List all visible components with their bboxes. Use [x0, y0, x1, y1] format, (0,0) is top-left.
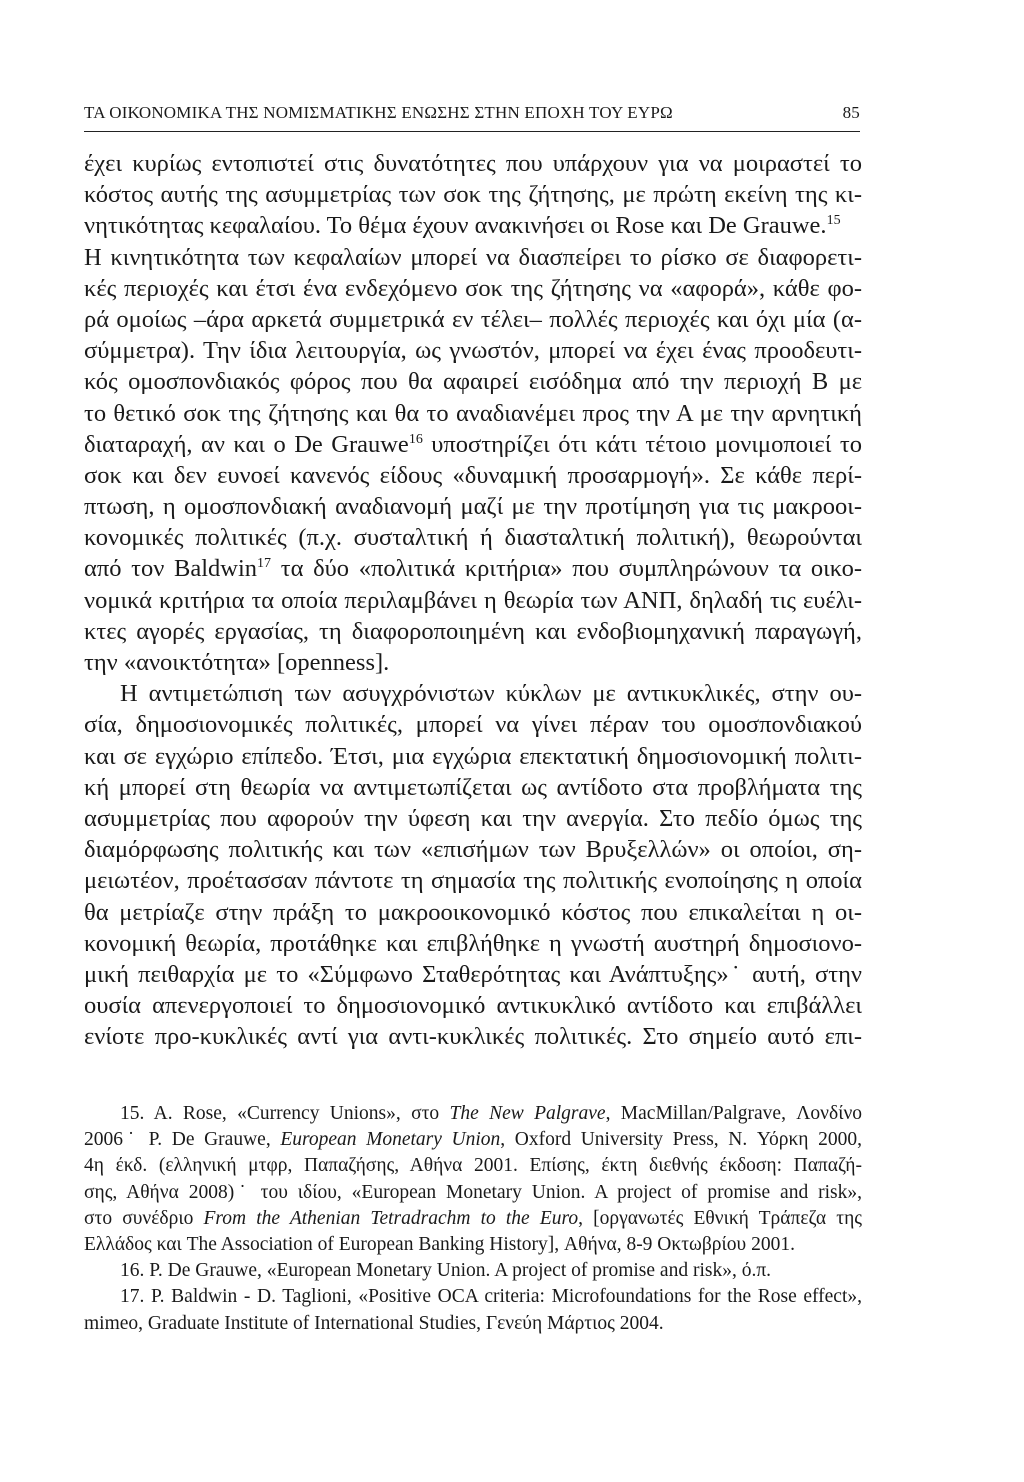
text-line: κός ομοσπονδιακός φόρος που θα αφαιρεί εισόδημα από την περιοχή Β με — [84, 368, 862, 396]
text-line: κόστος αυτής της ασυμμετρίας των σοκ της ζήτησης, με πρώτη εκείνη της κι- — [84, 181, 862, 209]
text-line: ρά ομοίως –άρα αρκετά συμμετρικά εν τέλει– πολλές περιοχές και όχι μία (α- — [84, 305, 862, 333]
text-line: θα μετρίαζε στην πράξη το μακροοικονομικό κόστος που επικαλείται η οι- — [84, 898, 862, 926]
text-line: Η κινητικότητα των κεφαλαίων μπορεί να διασπείρει το ρίσκο σε διαφορετι- — [84, 243, 862, 271]
text-line: μική πειθαρχία με το «Σύμφωνο Σταθερότητας και Ανάπτυξης»˙ αυτή, στην — [84, 960, 862, 988]
footnote-16: 16. P. De Grauwe, «European Monetary Union. A project of promise and risk», ό.π. — [120, 1260, 772, 1282]
page-number: 85 — [842, 103, 860, 122]
text-line: σύμμετρα). Την ίδια λειτουργία, ως γνωστόν, μπορεί να έχει ένας προοδευτι- — [84, 337, 862, 365]
footnote-line: 4η έκδ. (ελληνική μτφρ, Παπαζήσης, Αθήνα 2001. Επίσης, έκτη διεθνής έκδοση: Παπαζή- — [84, 1155, 862, 1177]
text-line: διαμόρφωσης πολιτικής και των «επισήμων των Βρυξελλών» οι οποίοι, ση- — [84, 836, 862, 864]
footnote-line: 2006˙ P. De Grauwe, European Monetary Union, Oxford University Press, N. Υόρκη 2000, — [84, 1129, 862, 1151]
text-line: έχει κυρίως εντοπιστεί στις δυνατότητες που υπάρχουν για να μοιραστεί το — [84, 150, 862, 177]
text-line: κή μπορεί στη θεωρία να αντιμετωπίζεται ως αντίδοτο στα προβλήματα της — [84, 773, 862, 801]
main-text — [84, 148, 862, 1052]
footnotes — [84, 1101, 862, 1337]
text-line: σοκ και δεν ευνοεί κανενός είδους «δυναμική προσαρμογή». Σε κάθε περί- — [84, 461, 862, 489]
text-line: νητικότητας κεφαλαίου. Το θέμα έχουν ανακινήσει οι Rose και De Grauwe.$^{15}$ — [84, 212, 841, 240]
text-line: κές περιοχές και έτσι ένα ενδεχόμενο σοκ της ζήτησης να «αφορά», κάθε φο- — [84, 274, 862, 302]
text-line: σία, δημοσιονομικές πολιτικές, μπορεί να γίνει πέραν του ομοσπονδιακού — [84, 711, 862, 739]
running-header — [84, 101, 860, 132]
footnote-15: 15. A. Rose, «Currency Unions», στο The New Palgrave, MacMillan/Palgrave, Λονδίνο — [120, 1103, 863, 1124]
footnote-ref-17: 17 — [257, 556, 272, 572]
footnote-line: mimeo, Graduate Institute of International Studies, Γενεύη Μάρτιος 2004. — [84, 1312, 664, 1334]
text-line: κονομικές πολιτικές (π.χ. συσταλτική ή διασταλτική πολιτική), θεωρούνται — [84, 524, 862, 552]
text-line: ουσία απενεργοποιεί το δημοσιονομικό αντικυκλικό αντίδοτο και επιβάλλει — [84, 992, 862, 1020]
text-line: κτες αγορές εργασίας, τη διαφοροποιημένη και ενδοβιομηχανική παραγωγή, — [84, 617, 862, 645]
text-line: διαταραχή, αν και ο De Grauwe$^{16}$ υποστηρίζει ότι κάτι τέτοιο μονιμοποιεί το — [84, 430, 862, 458]
footnote-line: Ελλάδος και The Association of European Banking History], Αθήνα, 8-9 Οκτωβρίου 2001. — [84, 1233, 795, 1255]
text-line: την «ανοικτότητα» [openness]. — [84, 649, 390, 676]
text-line: το θετικό σοκ της ζήτησης και θα το αναδιανέμει προς την Α με την αρνητική — [84, 399, 862, 427]
text-line: και σε εγχώριο επίπεδο. Έτσι, μια εγχώρια επεκτατική δημοσιονομική πολιτι- — [84, 742, 862, 770]
text-line: κονομική θεωρία, προτάθηκε και επιβλήθηκε η γνωστή αυστηρή δημοσιονο- — [84, 929, 862, 957]
text-line: Η αντιμετώπιση των ασυγχρόνιστων κύκλων με αντικυκλικές, στην ου- — [120, 680, 862, 708]
footnote-ref-15: 15 — [826, 213, 841, 229]
footnote-ref-16: 16 — [408, 431, 423, 447]
text-line: πτωση, η ομοσπονδιακή αναδιανομή μαζί με την προτίμηση για τις μακροοι- — [84, 493, 862, 521]
running-header-title: ΤΑ ΟΙΚΟΝΟΜΙΚΑ ΤΗΣ ΝΟΜΙΣΜΑΤΙΚΗΣ ΕΝΩΣΗΣ ΣΤΗΝ ΕΠΟΧΗ ΤΟΥ ΕΥΡΩ — [84, 103, 673, 122]
text-line: ενίοτε προ-κυκλικές αντί για αντι-κυκλικές πολιτικές. Στο σημείο αυτό επι- — [84, 1023, 862, 1051]
footnote-line: σης, Αθήνα 2008)˙ του ιδίου, «European Monetary Union. A project of promise and risk», — [84, 1181, 862, 1203]
text-line: ασυμμετρίας που αφορούν την ύφεση και την ανεργία. Στο πεδίο όμως της — [84, 804, 862, 832]
text-line: από τον Baldwin$^{17}$ τα δύο «πολιτικά κριτήρια» που συμπληρώνουν τα οικο- — [84, 555, 862, 583]
text-line: μειωτέον, προέτασσαν πάντοτε τη σημασία της πολιτικής ενοποίησης η οποία — [84, 867, 862, 895]
footnote-17: 17. P. Baldwin - D. Taglioni, «Positive OCA criteria: Microfoundations for the Rose effect», — [120, 1286, 862, 1308]
footnote-line: στο συνέδριο From the Athenian Tetradrachm to the Euro, [οργανωτές Εθνική Τράπεζα της — [84, 1207, 863, 1229]
text-line: νομικά κριτήρια τα οποία περιλαμβάνει η θεωρία των ΑΝΠ, δηλαδή τις ευέλι- — [84, 586, 862, 614]
